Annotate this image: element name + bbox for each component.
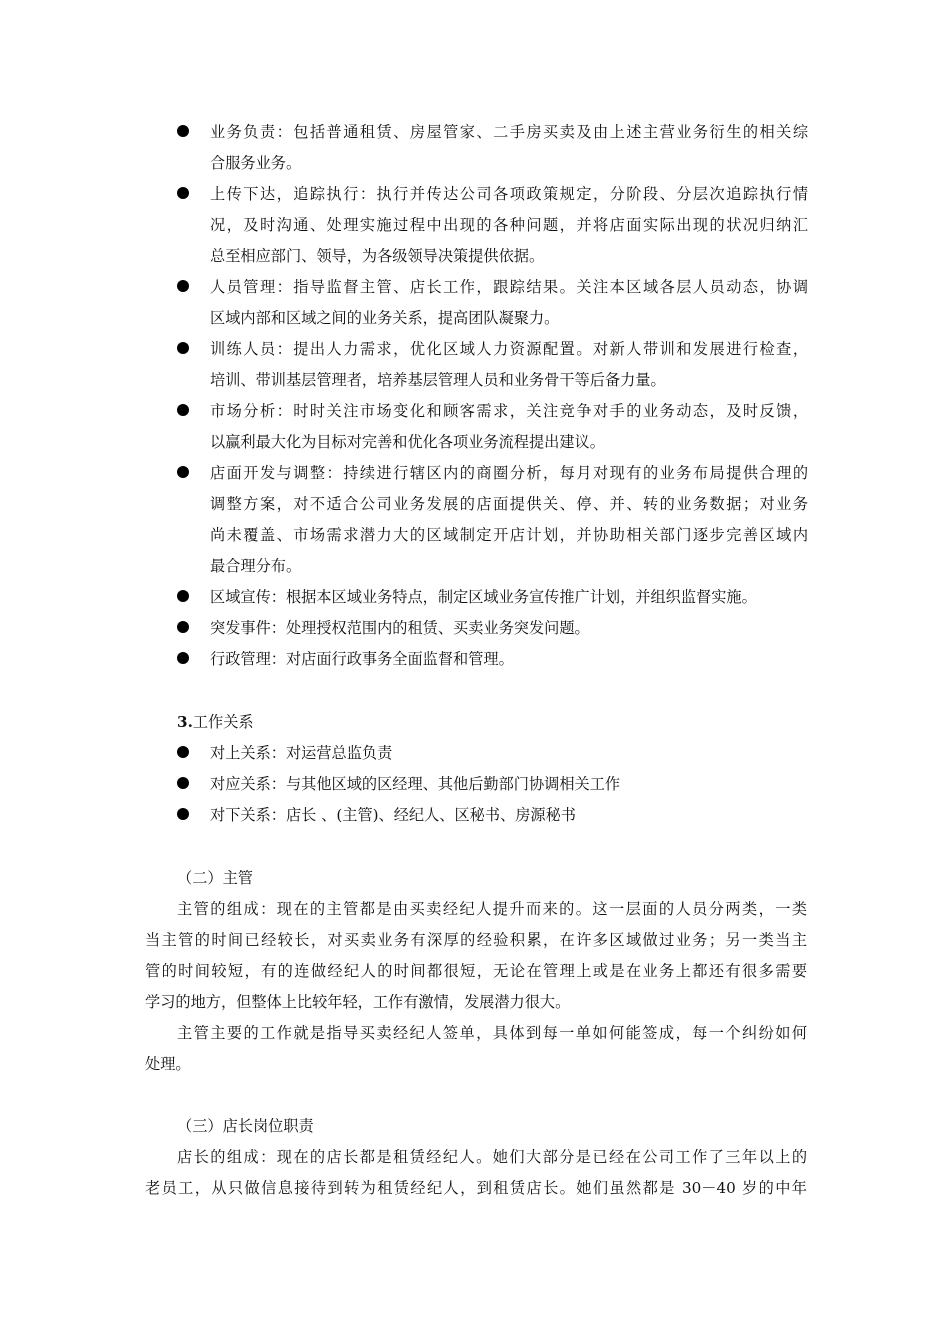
responsibility-text: 训练人员：提出人力需求，优化区域人力资源配置。对新人带训和发展进行检查， [210,340,808,358]
section-title: 工作关系 [192,713,254,731]
relationship-item: 对应关系：与其他区域的区经理、其他后勤部门协调相关工作 [210,775,621,793]
bullet-icon [177,187,189,199]
paragraph-line: 当主管的时间已经较长，对买卖业务有深厚的经验积累，在许多区域做过业务；另一类当主 [145,931,807,949]
bullet-icon [177,808,189,820]
paragraph-line: 学习的地方，但整体上比较年轻，工作有激情，发展潜力很大。 [145,993,571,1011]
paragraph-line: 主管的组成：现在的主管都是由买卖经纪人提升而来的。这一层面的人员分两类，一类 [177,900,807,918]
responsibility-text: 培训、带训基层管理者，培养基层管理人员和业务骨干等后备力量。 [210,371,666,389]
responsibility-text: 市场分析：时时关注市场变化和顾客需求，关注竞争对手的业务动态，及时反馈， [210,402,808,420]
relationship-item: 对下关系：店长 、(主管)、经纪人、区秘书、房源秘书 [210,806,576,824]
responsibility-text: 区域宣传：根据本区域业务特点，制定区域业务宣传推广计划，并组织监督实施。 [210,588,757,606]
section-number: 3. [177,713,193,731]
bullet-icon [177,404,189,416]
subsection-heading: （三）店长岗位职责 [177,1117,314,1135]
paragraph-line: 处理。 [145,1055,191,1073]
responsibility-text: 以赢利最大化为目标对完善和优化各项业务流程提出建议。 [210,433,605,451]
bullet-icon [177,777,189,789]
responsibility-text: 业务负责：包括普通租赁、房屋管家、二手房买卖及由上述主营业务衍生的相关综 [210,123,808,141]
responsibility-text: 人员管理：指导监督主管、店长工作，跟踪结果。关注本区域各层人员动态，协调 [210,278,808,296]
bullet-icon [177,125,189,137]
bullet-icon [177,342,189,354]
responsibility-text: 总至相应部门、领导，为各级领导决策提供依据。 [210,247,545,265]
bullet-icon [177,280,189,292]
bullet-icon [177,466,189,478]
responsibility-text: 最合理分布。 [210,557,302,575]
bullet-icon [177,590,189,602]
responsibility-text: 调整方案，对不适合公司业务发展的店面提供关、停、并、转的业务数据；对业务 [210,495,808,513]
bullet-icon [177,652,189,664]
relationship-item: 对上关系：对运营总监负责 [210,744,393,762]
paragraph-line: 主管主要的工作就是指导买卖经纪人签单，具体到每一单如何能签成，每一个纠纷如何 [177,1024,807,1042]
responsibility-text: 尚未覆盖、市场需求潜力大的区域制定开店计划，并协助相关部门逐步完善区域内 [210,526,808,544]
responsibility-text: 区域内部和区域之间的业务关系，提高团队凝聚力。 [210,309,560,327]
paragraph-line: 店长的组成：现在的店长都是租赁经纪人。她们大部分是已经在公司工作了三年以上的 [177,1148,807,1166]
section-heading [177,710,254,734]
paragraph-line: 管的时间较短，有的连做经纪人的时间都很短，无论在管理上或是在业务上都还有很多需要 [145,962,807,980]
bullet-icon [177,621,189,633]
bullet-icon [177,746,189,758]
paragraph-line: 老员工，从只做信息接待到转为租赁经纪人，到租赁店长。她们虽然都是 30－40 岁的中年 [145,1179,807,1197]
responsibility-text: 合服务业务。 [210,154,302,172]
responsibility-text: 店面开发与调整：持续进行辖区内的商圈分析，每月对现有的业务布局提供合理的 [210,464,808,482]
responsibility-text: 上传下达，追踪执行：执行并传达公司各项政策规定，分阶段、分层次追踪执行情 [210,185,808,203]
responsibility-text: 况，及时沟通、处理实施过程中出现的各种问题，并将店面实际出现的状况归纳汇 [210,216,808,234]
responsibility-text: 行政管理：对店面行政事务全面监督和管理。 [210,650,514,668]
subsection-heading: （二）主管 [177,869,253,887]
responsibility-text: 突发事件：处理授权范围内的租赁、买卖业务突发问题。 [210,619,590,637]
